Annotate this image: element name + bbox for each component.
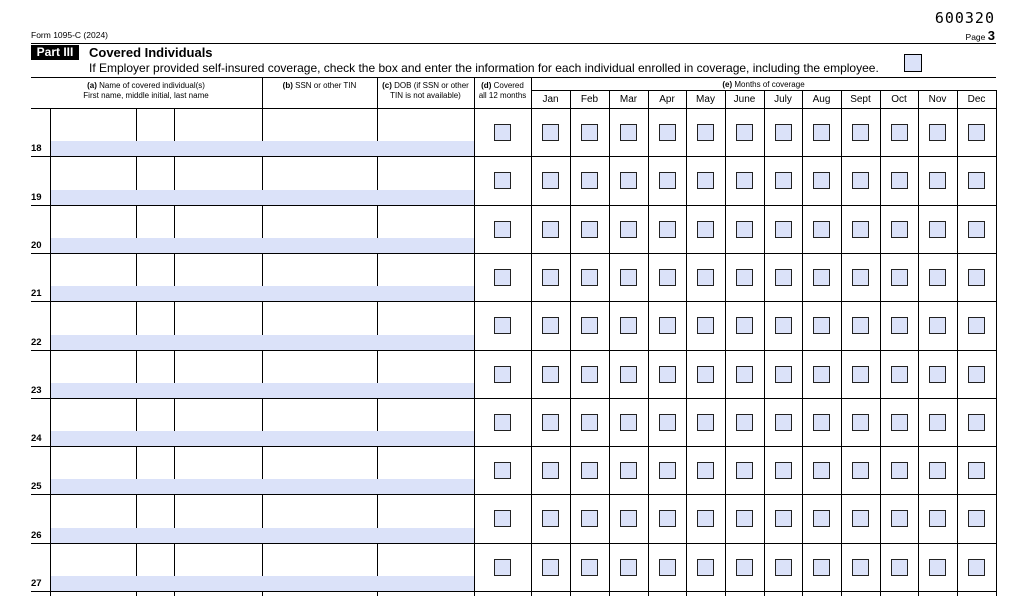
month-checkbox-jan[interactable]: [542, 124, 559, 141]
month-checkbox-jan[interactable]: [542, 510, 559, 527]
row-number: 23: [31, 384, 42, 396]
month-checkbox-june[interactable]: [736, 124, 753, 141]
header-bottom-rule: [31, 108, 996, 109]
month-checkbox-sept[interactable]: [852, 510, 869, 527]
covered-all-12-months-checkbox[interactable]: [494, 172, 511, 189]
column-c-header-line2: TIN is not available): [390, 91, 461, 100]
month-checkbox-jan[interactable]: [542, 317, 559, 334]
month-checkbox-oct[interactable]: [891, 559, 908, 576]
column-a-header-line2: First name, middle initial, last name: [83, 91, 209, 100]
month-checkbox-dec[interactable]: [968, 124, 985, 141]
form-id: Form 1095-C (2024): [31, 30, 109, 40]
month-checkbox-apr[interactable]: [659, 317, 676, 334]
header-top-rule: [31, 77, 996, 78]
month-checkbox-apr[interactable]: [659, 366, 676, 383]
row-entry-fields[interactable]: [51, 576, 474, 591]
row-entry-fields[interactable]: [51, 335, 474, 350]
month-checkbox-aug[interactable]: [813, 559, 830, 576]
column-divider: [474, 77, 475, 596]
row-divider: [31, 494, 996, 495]
month-checkbox-dec[interactable]: [968, 317, 985, 334]
row-number: 19: [31, 191, 42, 203]
column-d-header-line1: (d) Covered: [481, 81, 524, 90]
month-checkbox-feb[interactable]: [581, 414, 598, 431]
month-checkbox-july[interactable]: [775, 124, 792, 141]
month-checkbox-feb[interactable]: [581, 317, 598, 334]
month-checkbox-oct[interactable]: [891, 414, 908, 431]
row-entry-fields[interactable]: [51, 141, 474, 156]
column-divider: [918, 90, 919, 596]
month-checkbox-may[interactable]: [697, 559, 714, 576]
column-divider: [880, 90, 881, 596]
row-number: 18: [31, 143, 42, 155]
month-checkbox-nov[interactable]: [929, 559, 946, 576]
month-checkbox-may[interactable]: [697, 172, 714, 189]
month-checkbox-feb[interactable]: [581, 462, 598, 479]
month-checkbox-apr[interactable]: [659, 172, 676, 189]
row-number: 20: [31, 239, 42, 251]
month-checkbox-nov[interactable]: [929, 124, 946, 141]
page-number-value: 3: [987, 28, 995, 43]
part-label: Part III: [31, 45, 79, 60]
month-checkbox-may[interactable]: [697, 414, 714, 431]
month-checkbox-feb[interactable]: [581, 221, 598, 238]
covered-all-12-months-checkbox[interactable]: [494, 414, 511, 431]
month-checkbox-jan[interactable]: [542, 414, 559, 431]
month-checkbox-apr[interactable]: [659, 414, 676, 431]
month-checkbox-oct[interactable]: [891, 172, 908, 189]
month-checkbox-july[interactable]: [775, 510, 792, 527]
row-entry-fields[interactable]: [51, 528, 474, 543]
month-checkbox-dec[interactable]: [968, 172, 985, 189]
month-checkbox-mar[interactable]: [620, 124, 637, 141]
month-header-may: May: [696, 94, 715, 105]
month-checkbox-sept[interactable]: [852, 269, 869, 286]
month-checkbox-aug[interactable]: [813, 462, 830, 479]
month-checkbox-mar[interactable]: [620, 172, 637, 189]
covered-all-12-months-checkbox[interactable]: [494, 317, 511, 334]
month-checkbox-nov[interactable]: [929, 462, 946, 479]
month-checkbox-june[interactable]: [736, 317, 753, 334]
month-checkbox-sept[interactable]: [852, 124, 869, 141]
month-checkbox-june[interactable]: [736, 414, 753, 431]
month-checkbox-june[interactable]: [736, 172, 753, 189]
month-checkbox-july[interactable]: [775, 414, 792, 431]
part-instruction: If Employer provided self-insured coverage, check the box and enter the information for each individual enrolled in coverage, including the employee.: [89, 61, 879, 75]
month-checkbox-june[interactable]: [736, 462, 753, 479]
month-checkbox-feb[interactable]: [581, 366, 598, 383]
month-checkbox-aug[interactable]: [813, 172, 830, 189]
month-checkbox-sept[interactable]: [852, 317, 869, 334]
column-e-header: (e) Months of coverage: [722, 80, 805, 89]
month-checkbox-dec[interactable]: [968, 510, 985, 527]
month-header-apr: Apr: [659, 94, 675, 105]
name-subfield-divider: [136, 108, 137, 596]
month-checkbox-may[interactable]: [697, 124, 714, 141]
row-divider: [31, 253, 996, 254]
month-checkbox-mar[interactable]: [620, 366, 637, 383]
month-checkbox-sept[interactable]: [852, 462, 869, 479]
column-a-header-line1: (a) Name of covered individual(s): [87, 81, 205, 90]
row-divider: [31, 301, 996, 302]
top-rule: [31, 43, 996, 44]
month-checkbox-jan[interactable]: [542, 221, 559, 238]
month-checkbox-mar[interactable]: [620, 317, 637, 334]
row-divider: [31, 446, 996, 447]
month-checkbox-oct[interactable]: [891, 510, 908, 527]
month-checkbox-jan[interactable]: [542, 172, 559, 189]
month-checkbox-mar[interactable]: [620, 221, 637, 238]
month-checkbox-may[interactable]: [697, 510, 714, 527]
page-prefix: Page: [965, 32, 986, 42]
column-divider: [648, 90, 649, 596]
covered-all-12-months-checkbox[interactable]: [494, 559, 511, 576]
month-checkbox-nov[interactable]: [929, 317, 946, 334]
month-header-july: July: [774, 94, 792, 105]
month-checkbox-july[interactable]: [775, 366, 792, 383]
month-checkbox-sept[interactable]: [852, 366, 869, 383]
month-header-mar: Mar: [619, 94, 638, 105]
row-divider: [31, 156, 996, 157]
month-checkbox-may[interactable]: [697, 366, 714, 383]
month-checkbox-aug[interactable]: [813, 317, 830, 334]
column-divider: [996, 90, 997, 596]
month-checkbox-apr[interactable]: [659, 124, 676, 141]
month-checkbox-june[interactable]: [736, 510, 753, 527]
month-checkbox-june[interactable]: [736, 269, 753, 286]
month-checkbox-july[interactable]: [775, 269, 792, 286]
month-checkbox-may[interactable]: [697, 269, 714, 286]
row-number: 22: [31, 336, 42, 348]
covered-all-12-months-checkbox[interactable]: [494, 366, 511, 383]
row-entry-fields[interactable]: [51, 479, 474, 494]
month-checkbox-mar[interactable]: [620, 559, 637, 576]
column-c-header-line1: (c) DOB (if SSN or other: [382, 81, 469, 90]
month-checkbox-aug[interactable]: [813, 414, 830, 431]
column-b-header: (b) SSN or other TIN: [282, 81, 357, 90]
month-checkbox-apr[interactable]: [659, 221, 676, 238]
part-title: Covered Individuals: [89, 45, 213, 60]
month-checkbox-aug[interactable]: [813, 269, 830, 286]
month-checkbox-jan[interactable]: [542, 269, 559, 286]
month-checkbox-feb[interactable]: [581, 269, 598, 286]
month-checkbox-sept[interactable]: [852, 172, 869, 189]
column-divider: [957, 90, 958, 596]
month-checkbox-feb[interactable]: [581, 124, 598, 141]
month-checkbox-oct[interactable]: [891, 366, 908, 383]
month-checkbox-jan[interactable]: [542, 559, 559, 576]
month-checkbox-july[interactable]: [775, 172, 792, 189]
month-checkbox-feb[interactable]: [581, 559, 598, 576]
row-number: 26: [31, 529, 42, 541]
month-header-feb: Feb: [580, 94, 599, 105]
month-checkbox-nov[interactable]: [929, 172, 946, 189]
month-header-nov: Nov: [928, 94, 947, 105]
month-checkbox-aug[interactable]: [813, 510, 830, 527]
column-divider: [802, 90, 803, 596]
row-number: 27: [31, 578, 42, 589]
month-checkbox-dec[interactable]: [968, 462, 985, 479]
column-divider: [570, 90, 571, 596]
month-checkbox-dec[interactable]: [968, 221, 985, 238]
row-entry-fields[interactable]: [51, 238, 474, 253]
month-checkbox-may[interactable]: [697, 462, 714, 479]
month-checkbox-dec[interactable]: [968, 414, 985, 431]
month-checkbox-july[interactable]: [775, 317, 792, 334]
row-number: 25: [31, 481, 42, 493]
covered-all-12-months-checkbox[interactable]: [494, 462, 511, 479]
month-checkbox-aug[interactable]: [813, 221, 830, 238]
month-checkbox-july[interactable]: [775, 559, 792, 576]
row-divider: [31, 350, 996, 351]
month-checkbox-mar[interactable]: [620, 462, 637, 479]
month-checkbox-june[interactable]: [736, 559, 753, 576]
month-checkbox-feb[interactable]: [581, 172, 598, 189]
form-code: 600320: [934, 9, 995, 27]
name-subfield-divider: [50, 108, 51, 596]
month-checkbox-nov[interactable]: [929, 414, 946, 431]
month-checkbox-feb[interactable]: [581, 510, 598, 527]
month-checkbox-jan[interactable]: [542, 462, 559, 479]
month-checkbox-june[interactable]: [736, 221, 753, 238]
month-checkbox-may[interactable]: [697, 317, 714, 334]
month-checkbox-dec[interactable]: [968, 269, 985, 286]
month-checkbox-oct[interactable]: [891, 221, 908, 238]
column-divider: [841, 90, 842, 596]
page-number: [966, 28, 995, 43]
row-entry-fields[interactable]: [51, 383, 474, 398]
row-entry-fields[interactable]: [51, 431, 474, 446]
month-checkbox-mar[interactable]: [620, 510, 637, 527]
month-checkbox-dec[interactable]: [968, 559, 985, 576]
column-c-header: [377, 81, 474, 101]
month-checkbox-nov[interactable]: [929, 269, 946, 286]
column-divider: [609, 90, 610, 596]
row-divider: [31, 543, 996, 544]
month-checkbox-apr[interactable]: [659, 559, 676, 576]
month-checkbox-sept[interactable]: [852, 559, 869, 576]
month-checkbox-oct[interactable]: [891, 269, 908, 286]
covered-all-12-months-checkbox[interactable]: [494, 221, 511, 238]
month-header-oct: Oct: [891, 94, 907, 105]
month-checkbox-apr[interactable]: [659, 510, 676, 527]
month-checkbox-apr[interactable]: [659, 462, 676, 479]
month-header-jan: Jan: [542, 94, 559, 105]
column-a-header: [31, 81, 261, 101]
name-subfield-divider: [174, 108, 175, 596]
month-checkbox-july[interactable]: [775, 221, 792, 238]
month-checkbox-aug[interactable]: [813, 124, 830, 141]
self-insured-checkbox[interactable]: [904, 54, 922, 72]
month-header-aug: Aug: [812, 94, 831, 105]
column-d-header-line2: all 12 months: [478, 91, 527, 100]
covered-all-12-months-checkbox[interactable]: [494, 510, 511, 527]
month-checkbox-sept[interactable]: [852, 221, 869, 238]
month-checkbox-jan[interactable]: [542, 366, 559, 383]
row-entry-fields[interactable]: [51, 190, 474, 205]
month-header-dec: Dec: [967, 94, 986, 105]
month-checkbox-apr[interactable]: [659, 269, 676, 286]
month-checkbox-aug[interactable]: [813, 366, 830, 383]
row-number: 24: [31, 433, 42, 445]
covered-all-12-months-checkbox[interactable]: [494, 269, 511, 286]
column-divider: [764, 90, 765, 596]
month-checkbox-nov[interactable]: [929, 510, 946, 527]
column-divider: [686, 90, 687, 596]
month-checkbox-nov[interactable]: [929, 366, 946, 383]
month-checkbox-mar[interactable]: [620, 269, 637, 286]
row-number: 21: [31, 288, 42, 300]
month-checkbox-oct[interactable]: [891, 317, 908, 334]
month-checkbox-dec[interactable]: [968, 366, 985, 383]
row-entry-fields[interactable]: [51, 286, 474, 301]
row-divider: [31, 205, 996, 206]
month-checkbox-sept[interactable]: [852, 414, 869, 431]
month-checkbox-mar[interactable]: [620, 414, 637, 431]
month-checkbox-oct[interactable]: [891, 124, 908, 141]
month-checkbox-may[interactable]: [697, 221, 714, 238]
column-divider: [531, 77, 532, 596]
column-divider: [725, 90, 726, 596]
row-divider: [31, 398, 996, 399]
month-header-sept: Sept: [850, 94, 871, 105]
row-divider: [31, 591, 996, 592]
column-d-header: [474, 81, 531, 101]
month-checkbox-june[interactable]: [736, 366, 753, 383]
month-header-june: June: [733, 94, 756, 105]
covered-all-12-months-checkbox[interactable]: [494, 124, 511, 141]
month-checkbox-oct[interactable]: [891, 462, 908, 479]
month-checkbox-nov[interactable]: [929, 221, 946, 238]
month-checkbox-july[interactable]: [775, 462, 792, 479]
